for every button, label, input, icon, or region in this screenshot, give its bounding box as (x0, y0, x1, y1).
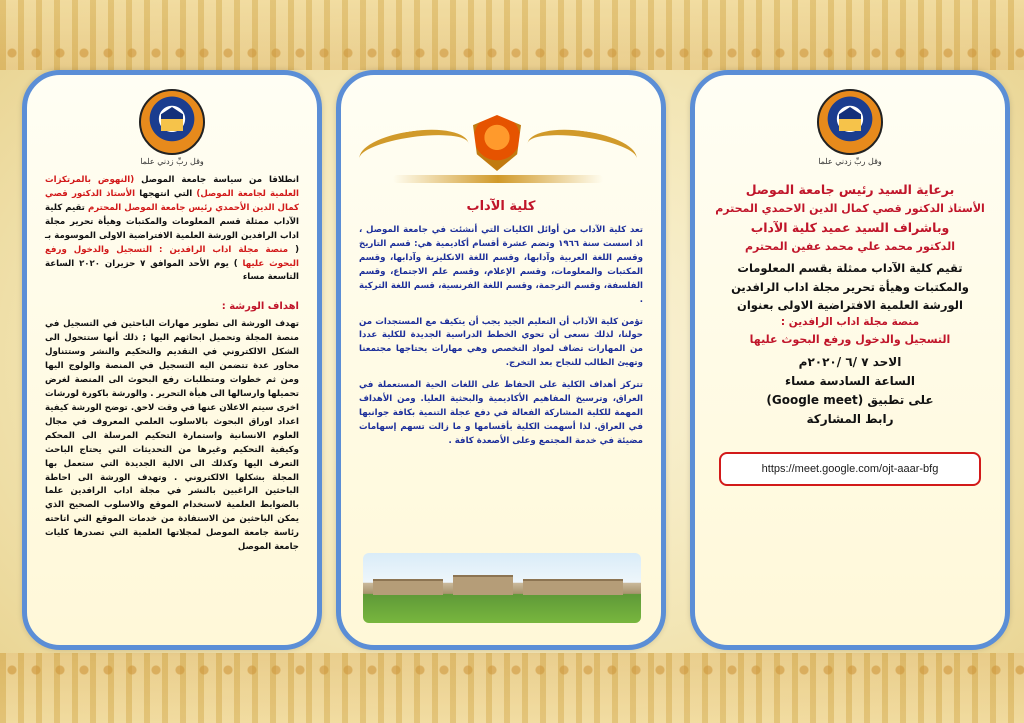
intro-text-1: انطلاقا من سياسة جامعة الموصل (141, 175, 299, 185)
logo-caption: وقل ربِّ زدني علما (140, 157, 204, 166)
intro-red-1: (النهوض بالمرتكزات العلمية لجامعة الموصل) (45, 175, 299, 199)
panel-invitation (690, 70, 1010, 650)
workshop-intro: تقيم كلية الآداب ممثلة بقسم المعلومات والمكتبات وهيأة تحرير مجلة اداب الرافدين الورشة العلمية الافتراضية الاولى بعنوان (731, 261, 969, 312)
president-name: الأستاذ الدكتور قصي كمال الدين الاحمدي المحترم (715, 202, 985, 215)
goals-paragraph: تهدف الورشة الى تطوير مهارات الباحثين في التسجيل في منصة المجلة وتحميل ابحاثهم اليها ; ذلك أنها ستتحول الى الشكل الالكتروني في التقديم والتحكيم والنشر وستتناول محاور عدة تتضمن اليه التسجيل في المنصة والولوج اليها ومن ثم خطوات ومتطلبات رفع البحوث الى المنصة لغرض تحميلها وارسالها الى هيأة التحرير . والورشة باكورة لورشات اخرى سيتم الاعلان عنها في وقت لاحق. توضح الورشة كيفية اعداد اوراق البحوث بالاسلوب العلمي المعروف في مجال العلوم الانسانية واستمارة التحكيم المرسلة الى المحكم وكيفية التحكيم وغيرها من التحديثات التي يحتاج الباحث التعرف اليها وكذلك الى الالية الجديدة التي ستعمل بها المجلة بشكلها الالكتروني . وتهدف الورشة الى احاطة الباحثين الراغبين بالنشر في مجلة اداب الرافدين علما بالضوابط العلمية لاستخدام الموقع والاسلوب الصحيح الذي يمكن الباحثين من الاستفادة من خدمات الموقع التي اتاحته رئاسة جامعة الموصل لمجلاتها العلمية التي تصدرها كليات جامعة الموصل (44, 319, 299, 553)
intro-text-4: ) يوم الأحد الموافق ٧ حزيران ٢٠٢٠ الساعة التاسعة مساء (45, 258, 299, 283)
logo-caption: وقل ربِّ زدني علما (818, 157, 882, 166)
workshop-time: الساعة السادسة مساء (784, 373, 916, 388)
meet-url-link[interactable]: https://meet.google.com/ojt-aaar-bfg (719, 452, 981, 486)
college-title: كلية الآداب (466, 199, 536, 214)
intro-red-3: منصة مجلة اداب الرافدين : التسجيل والدخول ورفع البحوث عليها (45, 244, 299, 269)
intro-text-2: التي انتهجها (139, 188, 193, 199)
college-building-photo (363, 553, 641, 623)
workshop-platform: منصة مجلة اداب الرافدين : (780, 316, 920, 329)
college-paragraph-2: تؤمن كلية الآداب أن التعليم الجيد يجب أن يتكيف مع المستجدات من حولنا، لذلك نسعى أن تحوي الخطط الدراسية الجديدة للكلية عددا من المهارات تضاف لمواد التخصص وهي مهارات يحتاجها مجتمعنا وتهيئ الطالب للنجاح بعد التخرج. (359, 316, 643, 369)
workshop-date: الاحد ٧ /٦ /٢٠٢٠م (798, 354, 902, 369)
university-logo-icon (139, 89, 205, 155)
goals-heading: اهداف الورشة : (221, 301, 299, 313)
college-paragraph-3: تتركز أهداف الكلية على الحفاظ على اللغات الحية المستعملة في العراق، وترسيخ المفاهيم الأكاديمية والبحثية العليا. ومن الأهداف المهمة للكلية المشاركة الفعالة في دفع عجلة التنمية بكافة جوانبها في العراق. لذا أسهمت الكلية بأقسامها و ما زالت تسهم إسهامات مضيئة في خدمة المجتمع وعلى الأصعدة كافة . (359, 380, 643, 446)
dean-name: الدكتور محمد علي محمد عفين المحترم (744, 239, 955, 253)
university-logo-icon (817, 89, 883, 155)
workshop-app: على تطبيق (Google meet) (766, 393, 934, 408)
panel-college-info (336, 70, 666, 650)
intro-text-3: تقيم كلية الآداب ممثلة قسم المعلومات والمكتبات وهيأة تحرير مجلة اداب الرافدين الورشة العلمية الافتراضية الاولى الموسومة بـ ( (45, 202, 299, 255)
college-paragraph-1: تعد كلية الآداب من أوائل الكليات التي أنشئت في جامعة الموصل ، اذ اسست سنة ١٩٦٦ وتضم عشرة أقسام أكاديمية هي: قسم التاريخ وقسم اللغة العربية وآدابها، وقسم اللغة الانكليزية وآدابها، وقسم المكتبات والمعلومات، وقسم الإعلام، وقسم علم الاجتماع، وقسم الفلسفة، وقسم الترجمة، وقسم اللغة الفرنسية، قسم اللغة التركية . (359, 225, 643, 305)
intro-paragraph (45, 174, 299, 285)
decorative-bottom-border (0, 653, 1024, 723)
participation-link-label: رابط المشاركة (806, 412, 894, 427)
workshop-title: التسجيل والدخول ورفع البحوث عليها (749, 333, 951, 347)
supervision-line: وباشراف السيد عميد كلية الآداب (750, 219, 950, 235)
patronage-line: برعاية السيد رئيس جامعة الموصل (745, 182, 955, 197)
ornament-emblem-icon (353, 97, 643, 197)
panel-workshop-details (22, 70, 322, 650)
decorative-top-border (0, 0, 1024, 70)
intro-red-2: الأستاذ الدكتور قصي كمال الدين الأحمدي رئيس جامعة الموصل المحترم (45, 188, 299, 213)
